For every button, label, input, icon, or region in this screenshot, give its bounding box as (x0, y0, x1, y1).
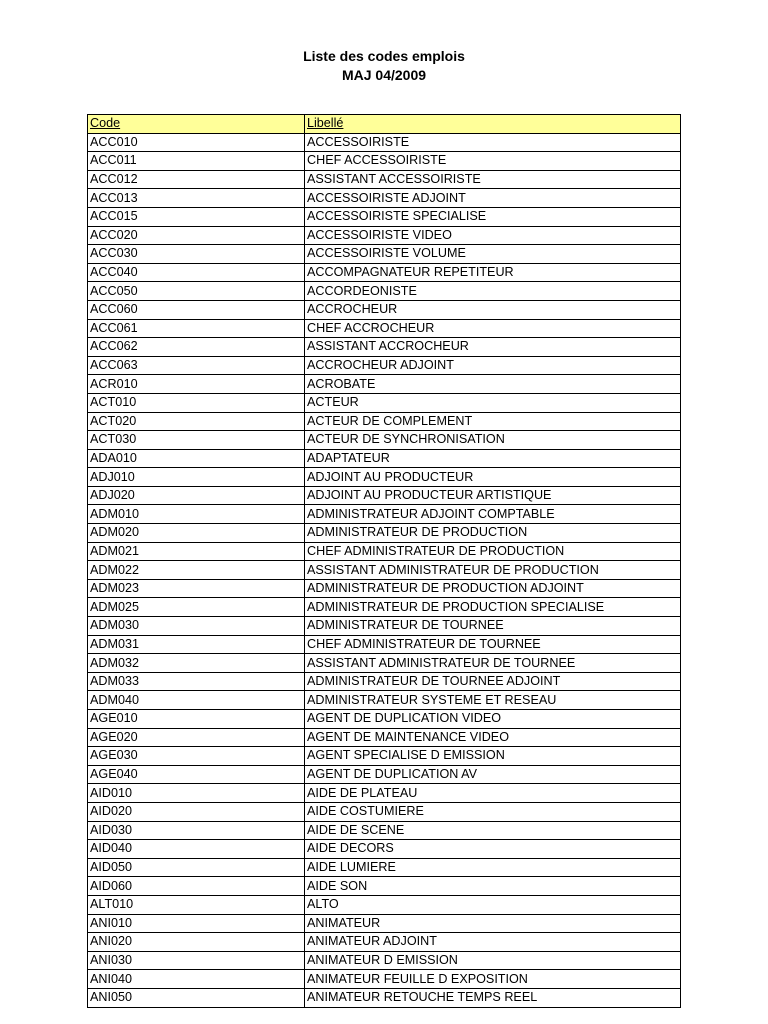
libelle-cell: CHEF ADMINISTRATEUR DE TOURNEE (305, 635, 681, 654)
table-body (88, 133, 681, 1007)
table-row (88, 468, 681, 487)
table-row (88, 802, 681, 821)
code-cell: ACC050 (88, 282, 305, 301)
table-row (88, 375, 681, 394)
code-cell: ADM032 (88, 654, 305, 673)
table-row (88, 356, 681, 375)
table-row (88, 765, 681, 784)
table-row (88, 617, 681, 636)
code-cell: ACT020 (88, 412, 305, 431)
code-cell: ANI020 (88, 933, 305, 952)
table-row (88, 672, 681, 691)
libelle-cell: ACROBATE (305, 375, 681, 394)
libelle-cell: ALTO (305, 895, 681, 914)
table-row (88, 914, 681, 933)
libelle-cell: ADMINISTRATEUR DE PRODUCTION (305, 524, 681, 543)
libelle-cell: ACCESSOIRISTE ADJOINT (305, 189, 681, 208)
document-subtitle: MAJ 04/2009 (341, 66, 427, 83)
code-cell: ACT010 (88, 393, 305, 412)
table-row (88, 338, 681, 357)
table-row (88, 784, 681, 803)
libelle-cell: ANIMATEUR ADJOINT (305, 933, 681, 952)
table-row (88, 189, 681, 208)
code-cell: ANI050 (88, 988, 305, 1007)
code-cell: ACC011 (88, 152, 305, 171)
code-cell: ANI010 (88, 914, 305, 933)
libelle-cell: AGENT DE DUPLICATION AV (305, 765, 681, 784)
table-row (88, 207, 681, 226)
libelle-cell: ANIMATEUR FEUILLE D EXPOSITION (305, 970, 681, 989)
libelle-cell: ASSISTANT ADMINISTRATEUR DE PRODUCTION (305, 561, 681, 580)
column-header-libelle: Libellé (305, 115, 681, 134)
table-row (88, 133, 681, 152)
code-cell: AID050 (88, 858, 305, 877)
libelle-cell: ADMINISTRATEUR SYSTEME ET RESEAU (305, 691, 681, 710)
table-row (88, 710, 681, 729)
code-cell: ADM023 (88, 579, 305, 598)
libelle-cell: AGENT SPECIALISE D EMISSION (305, 747, 681, 766)
code-cell: ACC060 (88, 300, 305, 319)
code-cell: ACC015 (88, 207, 305, 226)
table-row (88, 542, 681, 561)
code-cell: ADM030 (88, 617, 305, 636)
table-row (88, 728, 681, 747)
code-cell: ADM025 (88, 598, 305, 617)
table-row (88, 412, 681, 431)
table-row (88, 691, 681, 710)
libelle-cell: ACTEUR DE SYNCHRONISATION (305, 431, 681, 450)
code-cell: AID040 (88, 840, 305, 859)
code-cell: ANI030 (88, 951, 305, 970)
libelle-cell: ACCROCHEUR (305, 300, 681, 319)
libelle-cell: ADMINISTRATEUR DE TOURNEE ADJOINT (305, 672, 681, 691)
table-row (88, 486, 681, 505)
libelle-cell: ACCESSOIRISTE (305, 133, 681, 152)
code-cell: AID020 (88, 802, 305, 821)
table-row (88, 282, 681, 301)
libelle-cell: AGENT DE DUPLICATION VIDEO (305, 710, 681, 729)
libelle-cell: ACCOMPAGNATEUR REPETITEUR (305, 263, 681, 282)
document-title: Liste des codes emplois (303, 48, 465, 64)
libelle-cell: ANIMATEUR RETOUCHE TEMPS REEL (305, 988, 681, 1007)
code-cell: ACC030 (88, 245, 305, 264)
code-cell: ACC020 (88, 226, 305, 245)
code-cell: ACC061 (88, 319, 305, 338)
code-cell: ADM031 (88, 635, 305, 654)
table-row (88, 431, 681, 450)
table-row (88, 951, 681, 970)
code-cell: ADM020 (88, 524, 305, 543)
libelle-cell: AGENT DE MAINTENANCE VIDEO (305, 728, 681, 747)
libelle-cell: CHEF ACCROCHEUR (305, 319, 681, 338)
table-row (88, 226, 681, 245)
libelle-cell: ACTEUR (305, 393, 681, 412)
code-cell: ADM033 (88, 672, 305, 691)
table-row (88, 988, 681, 1007)
table-row (88, 747, 681, 766)
libelle-cell: ADMINISTRATEUR DE PRODUCTION SPECIALISE (305, 598, 681, 617)
libelle-cell: CHEF ACCESSOIRISTE (305, 152, 681, 171)
libelle-cell: ASSISTANT ADMINISTRATEUR DE TOURNEE (305, 654, 681, 673)
libelle-cell: ADAPTATEUR (305, 449, 681, 468)
code-cell: AID030 (88, 821, 305, 840)
libelle-cell: AIDE DE SCENE (305, 821, 681, 840)
table-row (88, 170, 681, 189)
code-cell: ACC040 (88, 263, 305, 282)
job-codes-table (87, 114, 681, 1008)
table-row (88, 877, 681, 896)
table-row (88, 858, 681, 877)
table-row (88, 505, 681, 524)
table-row (88, 319, 681, 338)
code-cell: ACC063 (88, 356, 305, 375)
code-cell: ADM040 (88, 691, 305, 710)
code-cell: ACC010 (88, 133, 305, 152)
libelle-cell: ADMINISTRATEUR DE PRODUCTION ADJOINT (305, 579, 681, 598)
code-cell: ADA010 (88, 449, 305, 468)
code-cell: AGE030 (88, 747, 305, 766)
code-cell: AGE040 (88, 765, 305, 784)
table-row (88, 524, 681, 543)
table-row (88, 300, 681, 319)
table-row (88, 152, 681, 171)
libelle-cell: ACCESSOIRISTE SPECIALISE (305, 207, 681, 226)
libelle-cell: ACCORDEONISTE (305, 282, 681, 301)
code-cell: ANI040 (88, 970, 305, 989)
libelle-cell: AIDE SON (305, 877, 681, 896)
libelle-cell: ACCROCHEUR ADJOINT (305, 356, 681, 375)
libelle-cell: ADMINISTRATEUR DE TOURNEE (305, 617, 681, 636)
table-row (88, 561, 681, 580)
table-row (88, 840, 681, 859)
code-cell: ADM010 (88, 505, 305, 524)
code-cell: ACR010 (88, 375, 305, 394)
table-row (88, 393, 681, 412)
libelle-cell: AIDE LUMIERE (305, 858, 681, 877)
code-cell: ACC062 (88, 338, 305, 357)
table-row (88, 635, 681, 654)
libelle-cell: ACTEUR DE COMPLEMENT (305, 412, 681, 431)
code-cell: AGE010 (88, 710, 305, 729)
libelle-cell: ADMINISTRATEUR ADJOINT COMPTABLE (305, 505, 681, 524)
code-cell: ACC013 (88, 189, 305, 208)
document-header (0, 47, 768, 84)
libelle-cell: ASSISTANT ACCESSOIRISTE (305, 170, 681, 189)
libelle-cell: ASSISTANT ACCROCHEUR (305, 338, 681, 357)
libelle-cell: ACCESSOIRISTE VIDEO (305, 226, 681, 245)
table-row (88, 449, 681, 468)
code-cell: ACC012 (88, 170, 305, 189)
code-cell: AGE020 (88, 728, 305, 747)
libelle-cell: AIDE DE PLATEAU (305, 784, 681, 803)
table-row (88, 933, 681, 952)
libelle-cell: ADJOINT AU PRODUCTEUR (305, 468, 681, 487)
libelle-cell: ANIMATEUR (305, 914, 681, 933)
libelle-cell: ADJOINT AU PRODUCTEUR ARTISTIQUE (305, 486, 681, 505)
code-cell: ADM022 (88, 561, 305, 580)
table-row (88, 598, 681, 617)
libelle-cell: AIDE COSTUMIERE (305, 802, 681, 821)
libelle-cell: AIDE DECORS (305, 840, 681, 859)
code-cell: ADM021 (88, 542, 305, 561)
code-cell: ACT030 (88, 431, 305, 450)
code-cell: AID060 (88, 877, 305, 896)
table-header-row (88, 115, 681, 134)
libelle-cell: ANIMATEUR D EMISSION (305, 951, 681, 970)
table-row (88, 579, 681, 598)
table-row (88, 654, 681, 673)
table-row (88, 895, 681, 914)
code-cell: AID010 (88, 784, 305, 803)
libelle-cell: CHEF ADMINISTRATEUR DE PRODUCTION (305, 542, 681, 561)
code-cell: ADJ010 (88, 468, 305, 487)
table-row (88, 263, 681, 282)
table-row (88, 245, 681, 264)
table-row (88, 821, 681, 840)
code-cell: ADJ020 (88, 486, 305, 505)
code-cell: ALT010 (88, 895, 305, 914)
libelle-cell: ACCESSOIRISTE VOLUME (305, 245, 681, 264)
table-row (88, 970, 681, 989)
column-header-code: Code (88, 115, 305, 134)
